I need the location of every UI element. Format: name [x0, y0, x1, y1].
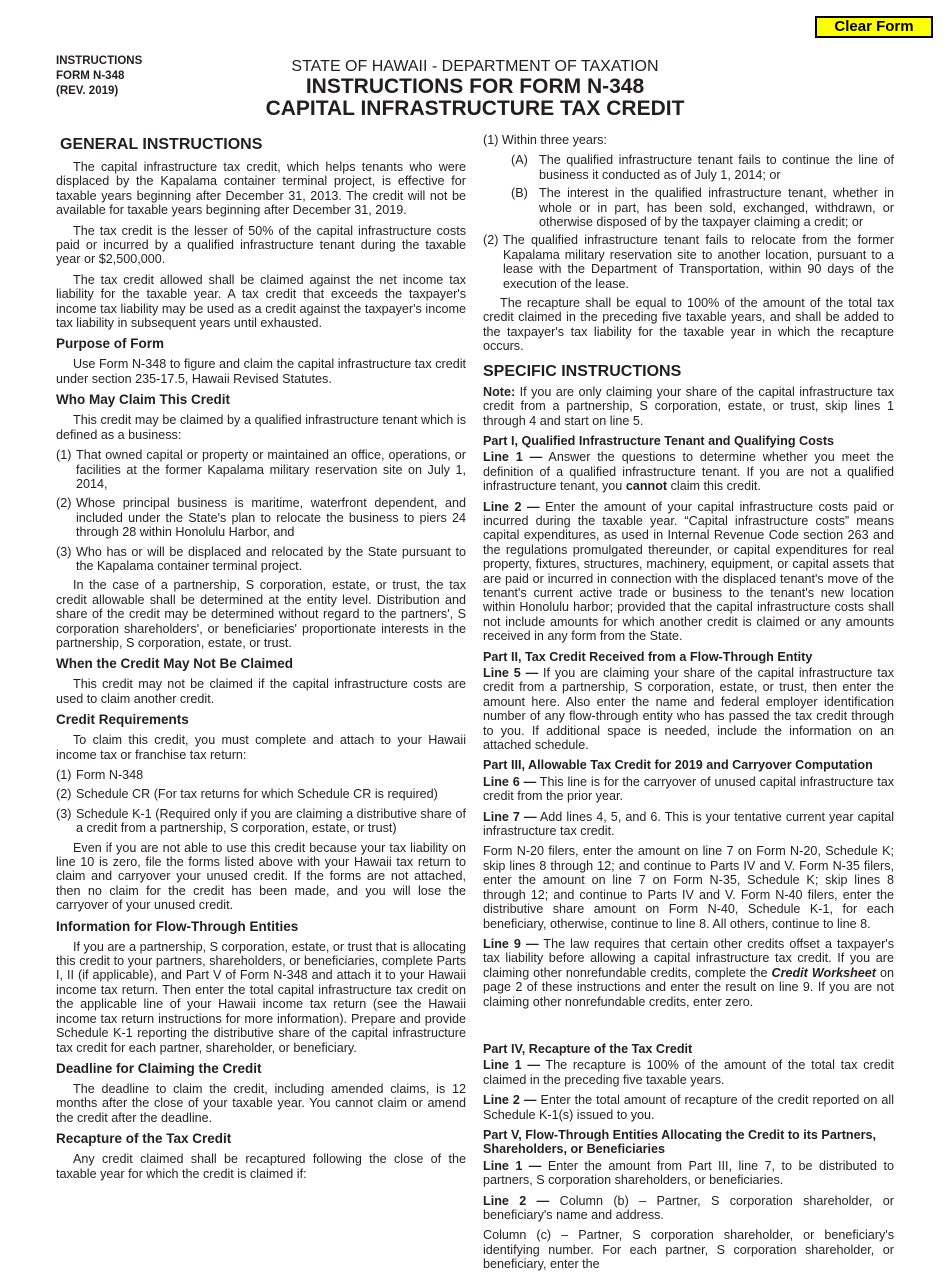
line-instruction [483, 1093, 894, 1122]
paragraph: The capital infrastructure tax credit, which helps tenants who were displaced by the Kapalama container terminal project, is effective for taxable years beginning after December 31, 2013. The credit will not be available for taxable years beginning after December 31, 2019. [56, 160, 466, 218]
right-column [483, 133, 894, 1278]
paragraph: The recapture shall be equal to 100% of the amount of the total tax credit claimed in the preceding five taxable years, and shall be added to the taxpayer's tax liability for the taxable year in which the recapture occurs. [483, 296, 894, 354]
part-heading: Part I, Qualified Infrastructure Tenant and Qualifying Costs [483, 433, 835, 448]
emphasis: cannot [625, 479, 668, 494]
paragraph: This credit may not be claimed if the capital infrastructure costs are used to claim another credit. [56, 677, 466, 706]
list-number: (1) [56, 448, 72, 463]
paragraph: To claim this credit, you must complete and attach to your Hawaii income tax or franchise tax return: [56, 733, 466, 762]
line-label: Line 1 — [483, 450, 543, 465]
list-text: The qualified infrastructure tenant fails to continue the line of business it conducted as of July 1, 2014; or [539, 153, 894, 182]
form-id-line: INSTRUCTIONS [56, 55, 143, 67]
line-text: claim this credit. [667, 479, 761, 494]
part-heading: Part II, Tax Credit Received from a Flow-Through Entity [483, 649, 813, 664]
line-label: Line 2 — [483, 499, 540, 514]
list-item [483, 153, 894, 182]
line-label: Line 6 — [483, 774, 537, 789]
line-label: Line 2 — [483, 1193, 550, 1208]
paragraph: Form N-20 filers, enter the amount on line 7 on Form N-20, Schedule K; skip lines 8 through 12; and continue to Parts IV and V. Form N-35 filers, enter the amount on line 7 on Form N-35, Schedule K; skip lines 8 through 12; and continue to Parts IV and V. Form N-40 filers, enter the distributive share amount on Form N-40, Schedule K-1, for each beneficiary, otherwise, continue to line 8. All others, continue to line 8. [483, 844, 894, 931]
list-number: (3) [56, 544, 72, 559]
list-text: Who has or will be displaced and relocated by the State pursuant to the Kapalama container terminal project. [76, 544, 466, 573]
clear-form-button[interactable]: Clear Form [815, 16, 933, 38]
subsection-heading: Recapture of the Tax Credit [56, 1131, 232, 1147]
line-instruction [483, 500, 894, 644]
list-text: Form N-348 [76, 768, 144, 782]
paragraph: If you are a partnership, S corporation, estate, or trust that is allocating this credit to your partners, shareholders, or beneficiaries, complete Parts I, II (if applicable), and Part V of Form N-348 and attach it to your Hawaii income tax return. Then enter the total capital infrastructure tax credit on the applicable line of your Hawaii income tax return (see the Hawaii income tax return instructions for more information). Prepare and provide Schedule K-1 reporting the distributive share of the capital infrastructure tax credit for each partner, shareholder, or beneficiary. [56, 939, 466, 1055]
line-label: Line 2 — [483, 1093, 537, 1108]
form-id-line: FORM N-348 [56, 70, 125, 82]
section-heading: SPECIFIC INSTRUCTIONS [483, 362, 682, 380]
list-item [56, 545, 466, 574]
paragraph: The tax credit is the lesser of 50% of the capital infrastructure costs paid or incurred by a qualified infrastructure tenant during the taxable year or $2,500,000. [56, 223, 466, 267]
list-text: The interest in the qualified infrastructure tenant, whether in whole or in part, has been sold, exchanged, withdrawn, or otherwise disposed of by the taxpayer claiming a credit; or [539, 186, 894, 230]
line-label: Line 7 — [483, 809, 537, 824]
list-text: Whose principal business is maritime, waterfront dependent, and included under the State's plan to relocate the business to piers 24 through 28 within Honolulu Harbor, and [76, 496, 466, 540]
line-text: Answer the questions to determine whether you meet the definition of a qualified infrastructure tenant. If you are not a qualified infrastructure tenant, you [483, 450, 895, 494]
list-text: The qualified infrastructure tenant fails to relocate from the former Kapalama military reservation site to another location, pursuant to a lease with the Department of Transportation, within 90 days of the execution of the lease. [503, 233, 894, 291]
list-number: (2) [483, 233, 499, 248]
list-number: (3) [56, 806, 72, 821]
line-instruction [483, 1194, 894, 1223]
line-label: Line 9 — [483, 936, 539, 951]
left-column [56, 134, 466, 1187]
paragraph: In the case of a partnership, S corporation, estate, or trust, the tax credit allowable shall be determined at the entity level. Distribution and share of the credit may be determined without regard to the partners', S corporation shareholders', or beneficiaries' proportionate interests in the partnership, S corporation, estate, or trust. [56, 578, 466, 650]
subsection-heading: Credit Requirements [56, 712, 189, 728]
list-number: (2) [56, 496, 72, 511]
page-subtitle: CAPITAL INFRASTRUCTURE TAX CREDIT [265, 97, 685, 120]
line-instruction [483, 666, 894, 752]
line-text: Enter the amount of your capital infrastructure costs paid or incurred during the taxable year. “Capital infrastructure costs” means capital expenditures, as used in Internal Revenue Code section 263 and the regulations promulgated thereunder, or capital expenditures for real property, fixtures, structures, machinery, equipment, or capital assets that are paid or incurred in connection with the displaced tenant's move of the tenant's current active trade or business to the tenant's new location within Honolulu harbor; provided that the capital infrastructure costs shall not include amounts for which another credit is claimed or any amounts received in any form from the State. [483, 499, 895, 644]
line-text: Enter the amount from Part III, line 7, to be distributed to partners, S corporation shareholders, or beneficiaries. [483, 1158, 895, 1188]
line-instruction [483, 450, 894, 493]
list-number: (1) [56, 768, 72, 782]
list-item [56, 448, 466, 491]
list-item [483, 233, 894, 291]
line-instruction [483, 937, 894, 1009]
agency-name: STATE OF HAWAII - DEPARTMENT OF TAXATION [291, 58, 659, 75]
part-heading: Part IV, Recapture of the Tax Credit [483, 1041, 693, 1056]
paragraph: Any credit claimed shall be recaptured following the close of the taxable year for which the credit is claimed if: [56, 1152, 466, 1181]
subsection-heading: When the Credit May Not Be Claimed [56, 656, 294, 672]
list-text: Schedule CR (For tax returns for which Schedule CR is required) [76, 787, 438, 802]
line-text: If you are claiming your share of the capital infrastructure tax credit from a partnership, S corporation, estate, or trust, then enter the amount here. Also enter the name and federal employer identification number of any flow-through entity who has passed the tax credit through to you. If additional space is needed, include the information on an attached schedule. [483, 666, 894, 753]
line-label: Line 1 — [483, 1158, 542, 1173]
subsection-heading: Purpose of Form [56, 336, 165, 352]
list-item [56, 787, 466, 801]
line-label: Line 1 — [483, 1058, 540, 1073]
line-instruction [483, 1159, 894, 1188]
page-title: INSTRUCTIONS FOR FORM N-348 [305, 75, 645, 98]
part-heading: Part V, Flow-Through Entities Allocating the Credit to its Partners, Shareholders, or Beneficiaries [483, 1127, 877, 1157]
list-item [56, 768, 466, 782]
paragraph: Use Form N-348 to figure and claim the capital infrastructure tax credit under section 235-17.5, Hawaii Revised Statutes. [56, 357, 466, 386]
list-item [483, 186, 894, 229]
list-item [56, 807, 466, 836]
emphasis: Credit Worksheet [771, 965, 877, 980]
list-item [56, 496, 466, 539]
document-header [230, 58, 720, 120]
note-paragraph [483, 385, 894, 428]
form-identifier [56, 54, 142, 99]
section-heading: GENERAL INSTRUCTIONS [60, 136, 263, 153]
line-text: on page 2 of these instructions and enter the result on line 9. If you are not claiming other nonrefundable credits, enter zero. [483, 965, 894, 1009]
line-instruction [483, 775, 894, 804]
paragraph: (1) Within three years: [483, 133, 607, 147]
form-id-line: (REV. 2019) [56, 85, 119, 97]
paragraph: Even if you are not able to use this credit because your tax liability on line 10 is zero, file the forms listed above with your Hawaii tax return to claim and carryover your unused credit. If the forms are not attached, then no claim for the credit has been made, and you will lose the carryover of your unused credit. [56, 840, 466, 913]
part-heading: Part III, Allowable Tax Credit for 2019 and Carryover Computation [483, 758, 873, 773]
line-text: The recapture is 100% of the amount of the total tax credit claimed in the preceding five taxable years. [483, 1058, 894, 1087]
list-text: Schedule K-1 (Required only if you are claiming a distributive share of a credit from a partnership, S corporation, estate, or trust) [76, 806, 466, 836]
subsection-heading: Who May Claim This Credit [56, 392, 231, 408]
line-instruction [483, 1058, 894, 1087]
line-text: Add lines 4, 5, and 6. This is your tentative current year capital infrastructure tax credit. [483, 809, 894, 839]
list-text: That owned capital or property or maintained an office, operations, or facilities at the former Kapalama military reservation site on July 1, 2014, [76, 448, 466, 491]
paragraph: The tax credit allowed shall be claimed against the net income tax liability for the taxable year. A tax credit that exceeds the taxpayer's income tax liability may be used as a credit against the taxpayer's income tax liability in subsequent years until exhausted. [56, 272, 466, 331]
paragraph: Column (c) – Partner, S corporation shareholder, or beneficiary's identifying number. For each partner, S corporation shareholder, or beneficiary, enter the [483, 1228, 894, 1272]
subsection-heading: Information for Flow-Through Entities [56, 918, 299, 934]
line-instruction [483, 810, 894, 839]
paragraph: This credit may be claimed by a qualified infrastructure tenant which is defined as a business: [56, 413, 466, 442]
subsection-heading: Deadline for Claiming the Credit [56, 1060, 262, 1076]
line-text: This line is for the carryover of unused capital infrastructure tax credit from the prior year. [483, 774, 895, 804]
paragraph: The deadline to claim the credit, including amended claims, is 12 months after the close of your taxable year. You cannot claim or amend the credit after the deadline. [56, 1081, 466, 1125]
line-text: Column (b) – Partner, S corporation shareholder, or beneficiary's name and address. [483, 1193, 895, 1222]
line-text: Enter the total amount of recapture of the credit reported on all Schedule K-1(s) issued to you. [483, 1093, 894, 1122]
line-label: Line 5 — [483, 666, 539, 680]
list-number: (B) [511, 186, 528, 201]
list-number: (A) [511, 153, 528, 168]
line-text: The law requires that certain other credits offset a taxpayer's tax liability before allowing a capital infrastructure tax credit. If you are claiming other nonrefundable credits, complete the [483, 936, 894, 980]
note-label: Note: [483, 384, 516, 399]
list-number: (2) [56, 787, 72, 802]
note-text: If you are only claiming your share of the capital infrastructure tax credit from a partnership, S corporation, estate, or trust, skip lines 1 through 4 and start on line 5. [483, 384, 894, 428]
